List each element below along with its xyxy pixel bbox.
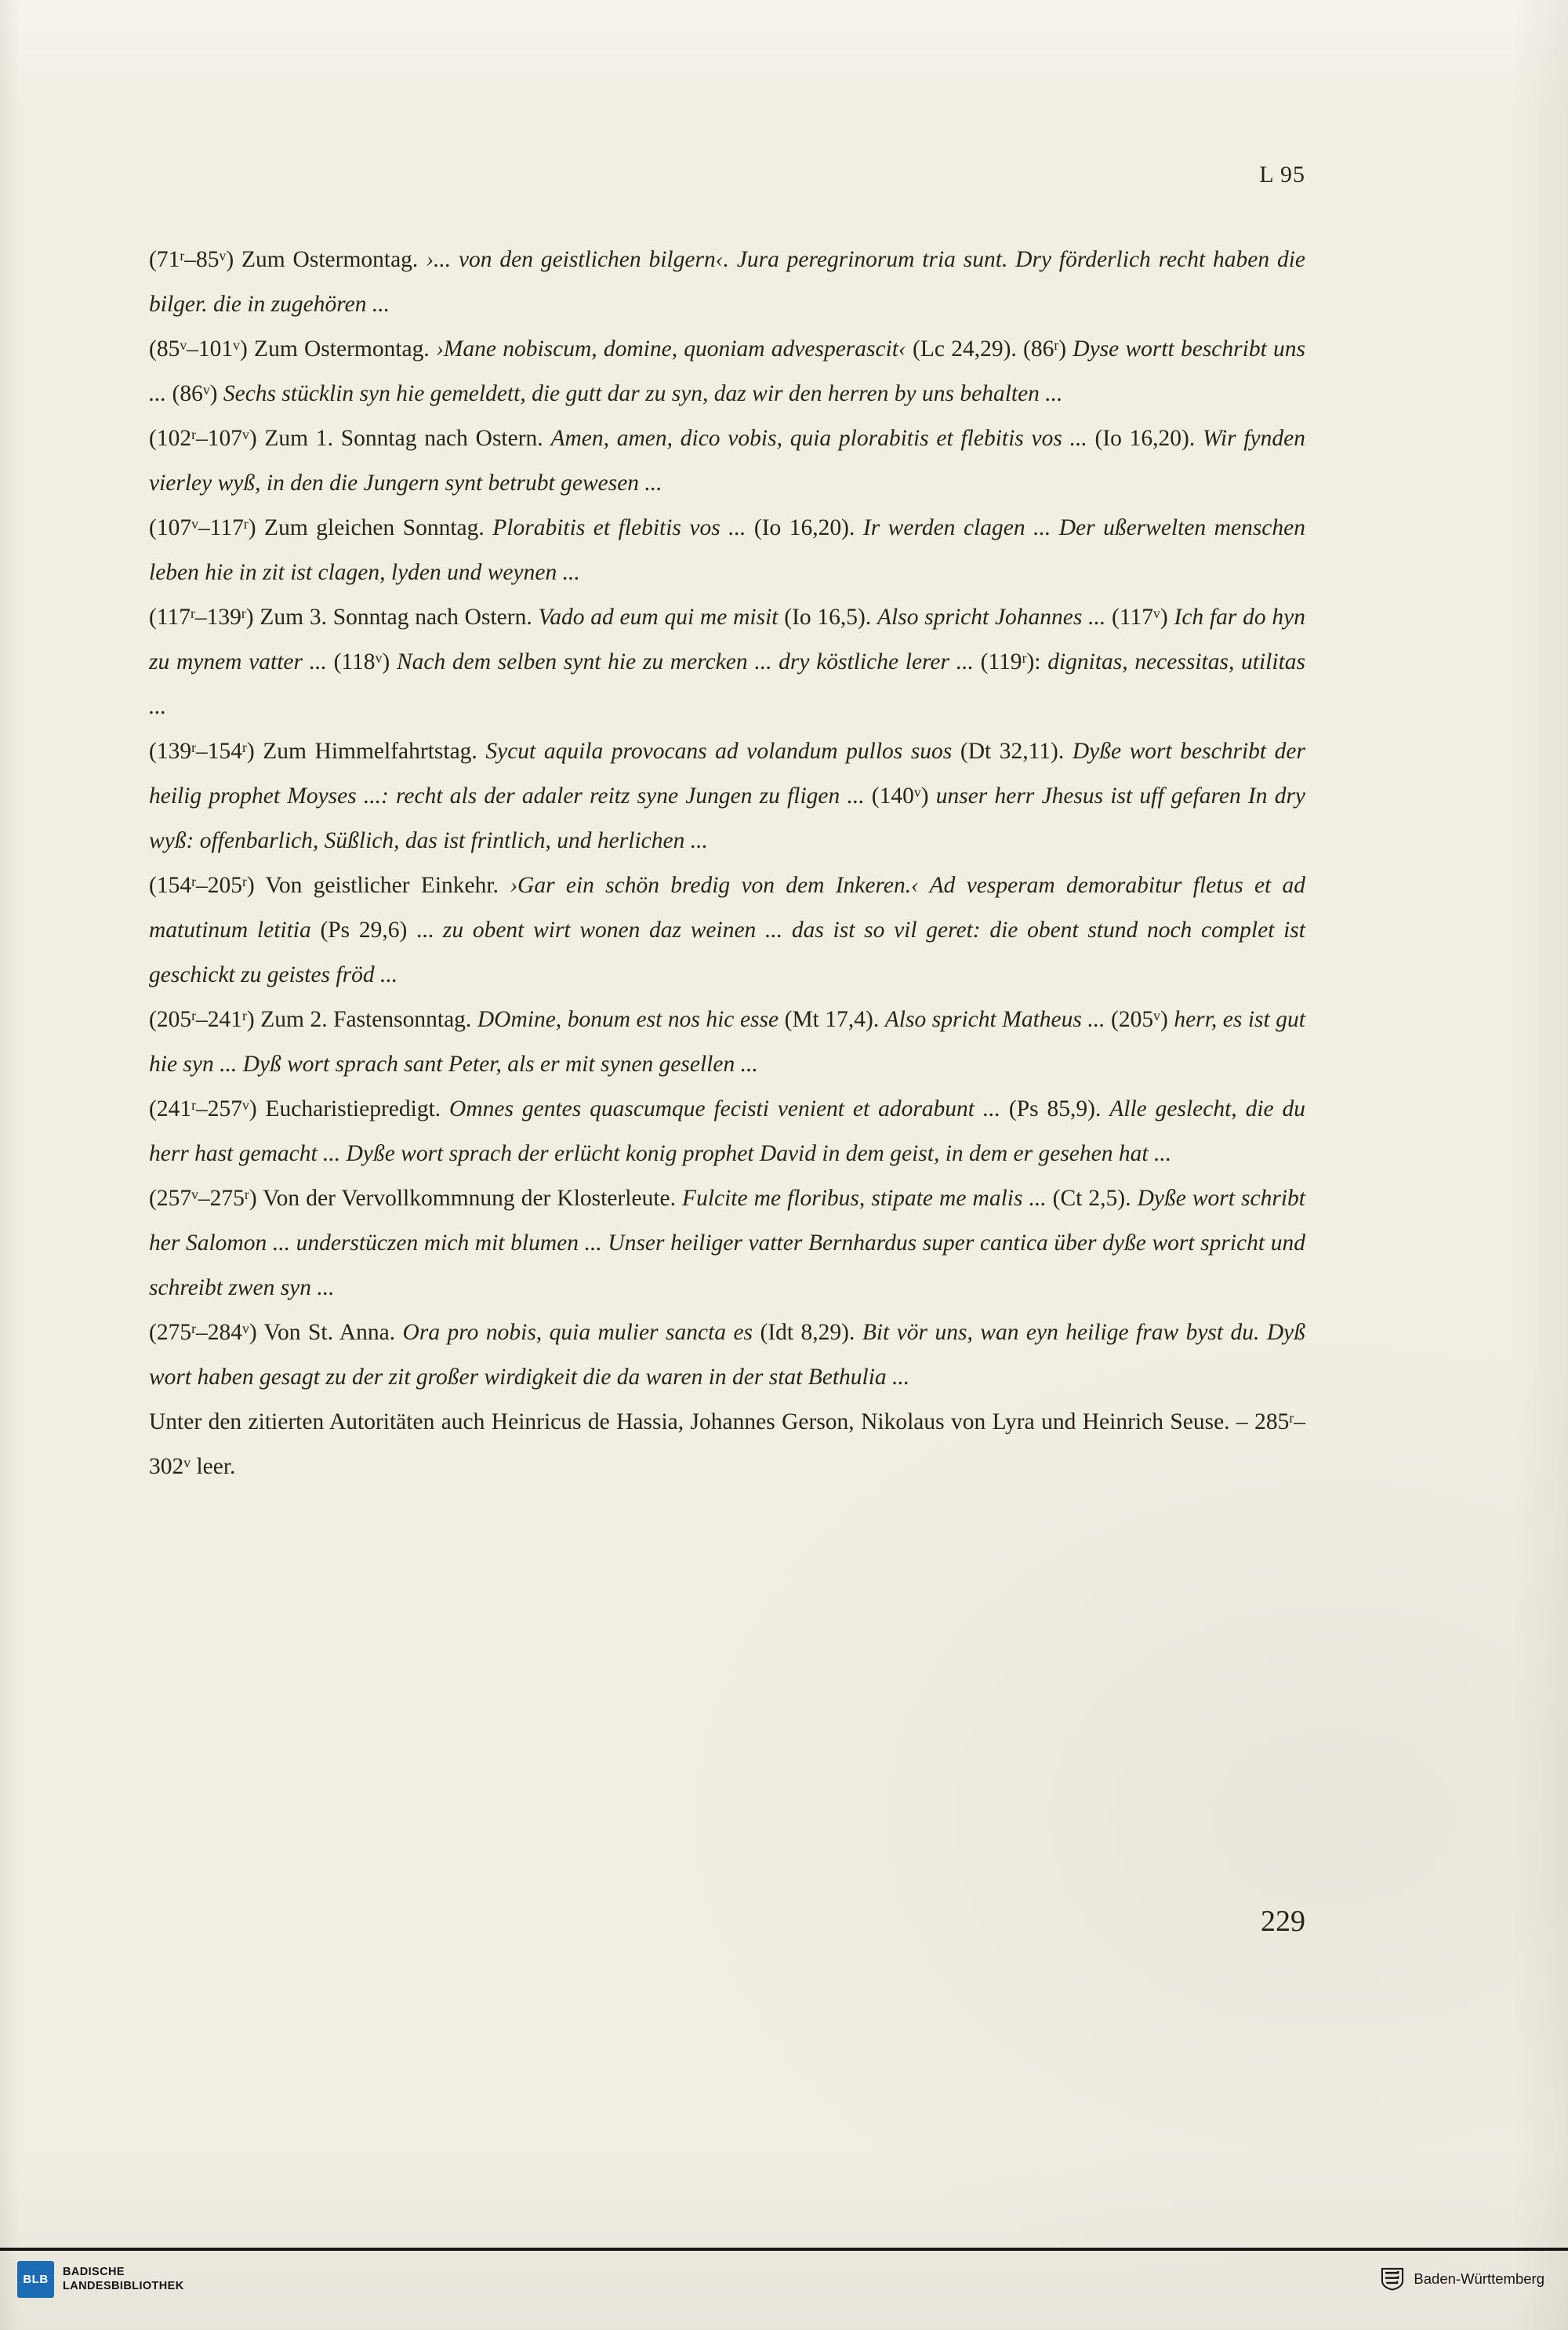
state-branding: [1380, 2261, 1544, 2291]
catalog-entry: (71$^r$–85$^v$) Zum Ostermontag. ›... von den geistlichen bilgern‹. Jura peregrinorum tria sunt. Dry förderlich recht haben die bilger. die in zugehören ...: [149, 247, 1305, 317]
state-name-label: Baden-Württemberg: [1414, 2270, 1544, 2287]
catalog-entry: (117$^r$–139$^r$) Zum 3. Sonntag nach Ostern. Vado ad eum qui me misit (Io 16,5). Also spricht Johannes ... (117$^v$) Ich far do hyn zu mynem vatter ... (118$^v$) Nach dem selben synt hie zu mercken ... dry köstliche lerer ... (119$^r$): dignitas, necessitas, utilitas ...: [149, 605, 1306, 719]
baden-wuerttemberg-coat-of-arms-icon: [1380, 2267, 1405, 2291]
blb-logo: BLB: [17, 2261, 54, 2298]
catalog-entry: (102$^r$–107$^v$) Zum 1. Sonntag nach Ostern. Amen, amen, dico vobis, quia plorabitis et flebitis vos ... (Io 16,20). Wir fynden vierley wyß, in den die Jungern synt betrubt gewesen ...: [149, 426, 1305, 496]
library-footer-bar: [0, 2248, 1568, 2298]
page-signature: L 95: [1259, 162, 1305, 187]
library-branding: [17, 2261, 184, 2298]
library-name-line1: BADISCHE: [63, 2266, 125, 2278]
catalog-entry: (257$^v$–275$^r$) Von der Vervollkommnung der Klosterleute. Fulcite me floribus, stipate me malis ... (Ct 2,5). Dyße wort schribt her Salomon ... understüczen mich mit blumen ... Unser heiliger vatter Bernhardus super cantica über dyße wort spricht und schreibt zwen syn ...: [149, 1186, 1305, 1300]
catalog-entry: Unter den zitierten Autoritäten auch Heinricus de Hassia, Johannes Gerson, Nikolaus von Lyra und Heinrich Seuse. – 285$^r$–302$^v$ leer.: [149, 1409, 1305, 1479]
catalog-entry: (275$^r$–284$^v$) Von St. Anna. Ora pro nobis, quia mulier sancta es (Idt 8,29). Bit vör uns, wan eyn heilige fraw byst du. Dyß wort haben gesagt zu der zit großer wirdigkeit die da waren in der stat Bethulia ...: [149, 1320, 1306, 1390]
library-name-line2: LANDESBIBLIOTHEK: [63, 2279, 184, 2292]
catalog-entry: (241$^r$–257$^v$) Eucharistiepredigt. Omnes gentes quascumque fecisti venient et adorabunt ... (Ps 85,9). Alle geslecht, die du herr hast gemacht ... Dyße wort sprach der erlücht konig prophet David in dem geist, in dem er gesehen hat ...: [149, 1096, 1305, 1166]
catalog-entry: (205$^r$–241$^r$) Zum 2. Fastensonntag. DOmine, bonum est nos hic esse (Mt 17,4). Also spricht Matheus ... (205$^v$) herr, es ist gut hie syn ... Dyß wort sprach sant Peter, als er mit synen gesellen ...: [149, 1007, 1305, 1077]
catalog-entry: (85$^v$–101$^v$) Zum Ostermontag. ›Mane nobiscum, domine, quoniam advesperascit‹ (Lc 24,29). (86$^r$) Dyse wortt beschribt uns ... (86$^v$) Sechs stücklin syn hie gemeldett, die gutt dar zu syn, daz wir den herren by uns behalten ...: [149, 336, 1305, 406]
catalog-entry: (154$^r$–205$^r$) Von geistlicher Einkehr. ›Gar ein schön bredig von dem Inkeren.‹ Ad vesperam demorabitur fletus et ad matutinum letitia (Ps 29,6) ... zu obent wirt wonen daz weinen ... das ist so vil geret: die obent stund noch complet ist geschickt zu geistes fröd ...: [149, 873, 1306, 987]
printed-page-number: 229: [1261, 1905, 1305, 1938]
text-block: [149, 238, 1305, 1489]
catalog-entry: (139$^r$–154$^r$) Zum Himmelfahrtstag. Sycut aquila provocans ad volandum pullos suos (Dt 32,11). Dyße wort beschribt der heilig prophet Moyses ...: recht als der adaler reitz syne Jungen zu fligen ... (140$^v$) unser herr Jhesus ist uff gefaren In dry wyß: offenbarlich, Süßlich, das ist frintlich, und herlichen ...: [149, 739, 1306, 853]
library-name: [63, 2266, 184, 2293]
catalog-entry: (107$^v$–117$^r$) Zum gleichen Sonntag. Plorabitis et flebitis vos ... (Io 16,20). Ir werden clagen ... Der ußerwelten menschen leben hie in zit ist clagen, lyden und weynen ...: [149, 515, 1305, 585]
